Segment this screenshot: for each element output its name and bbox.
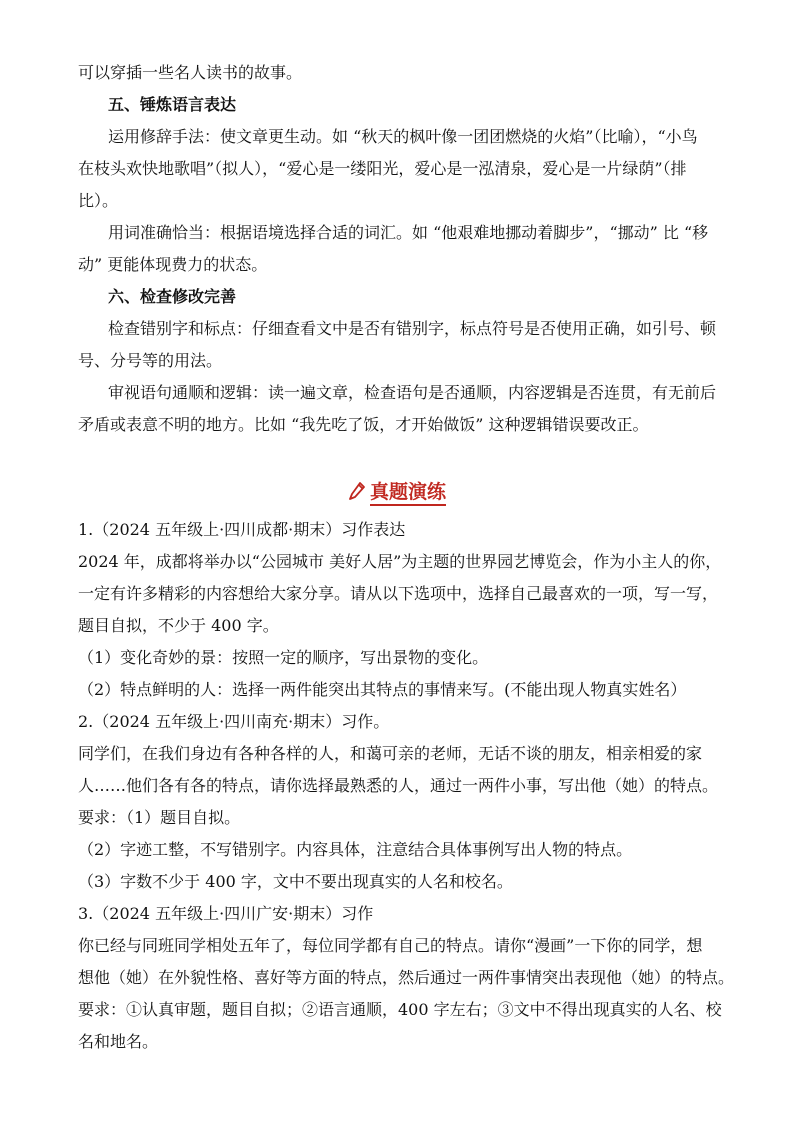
exercise-line: 1.（2024 五年级上·四川成都·期末）习作表达 [78,520,406,539]
exercise-line: （3）字数不少于 400 字，文中不要出现真实的人名和校名。 [78,872,513,891]
text-line: 在枝头欢快地歌唱”（拟人），“爱心是一缕阳光，爱心是一泓清泉，爱心是一片绿荫”（排 [78,159,687,178]
exercise-line: 题目自拟，不少于 400 字。 [78,616,279,635]
exercise-line: 人……他们各有各的特点，请你选择最熟悉的人，通过一两件小事，写出他（她）的特点。 [78,776,719,795]
exercise-line: 同学们，在我们身边有各种各样的人，和蔼可亲的老师，无话不谈的朋友，相亲相爱的家 [78,744,703,763]
pencil-icon [348,481,366,501]
section-title-text: 真题演练 [370,481,446,506]
exercise-line: 名和地名。 [78,1032,159,1051]
text-line: 可以穿插一些名人读书的故事。 [78,63,303,82]
exercise-line: 3.（2024 五年级上·四川广安·期末）习作 [78,904,374,923]
exercise-line: 要求：（1）题目自拟。 [78,808,241,827]
section-heading: 五、锤炼语言表达 [108,95,237,114]
text-line: 运用修辞手法：使文章更生动。如 “秋天的枫叶像一团团燃烧的火焰”（比喻），“小鸟 [108,127,698,146]
text-line: 动” 更能体现费力的状态。 [78,255,268,274]
section-heading: 六、检查修改完善 [108,287,237,306]
exercise-line: （2）字迹工整，不写错别字。内容具体，注意结合具体事例写出人物的特点。 [78,840,633,859]
text-line: 审视语句通顺和逻辑：读一遍文章，检查语句是否通顺，内容逻辑是否连贯，有无前后 [108,383,717,402]
text-line: 用词准确恰当：根据语境选择合适的词汇。如 “他艰难地挪动着脚步”，“挪动” 比 “移 [108,223,709,242]
exercise-line: 一定有许多精彩的内容想给大家分享。请从以下选项中，选择自己最喜欢的一项，写一写， [78,584,719,603]
exercise-line: 要求：①认真审题，题目自拟；②语言通顺，400 字左右；③文中不得出现真实的人名、校 [78,1000,722,1019]
exercise-line: 2.（2024 五年级上·四川南充·期末）习作。 [78,712,390,731]
exercise-line: 你已经与同班同学相处五年了，每位同学都有自己的特点。请你“漫画”一下你的同学，想 [78,936,703,955]
exercise-line: （2）特点鲜明的人：选择一两件能突出其特点的事情来写。(不能出现人物真实姓名） [78,680,687,699]
exercise-line: 想他（她）在外貌性格、喜好等方面的特点，然后通过一两件事情突出表现他（她）的特点。 [78,968,735,987]
exercise-line: 2024 年，成都将举办以“公园城市 美好人居”为主题的世界园艺博览会，作为小主人的你， [78,552,722,571]
section-title [0,476,794,508]
text-line: 比）。 [78,191,119,210]
text-line: 检查错别字和标点：仔细查看文中是否有错别字，标点符号是否使用正确，如引号、顿 [108,319,717,338]
text-line: 号、分号等的用法。 [78,351,223,370]
exercise-line: （1）变化奇妙的景：按照一定的顺序，写出景物的变化。 [78,648,489,667]
text-line: 矛盾或表意不明的地方。比如 “我先吃了饭，才开始做饭” 这种逻辑错误要改正。 [78,415,649,434]
